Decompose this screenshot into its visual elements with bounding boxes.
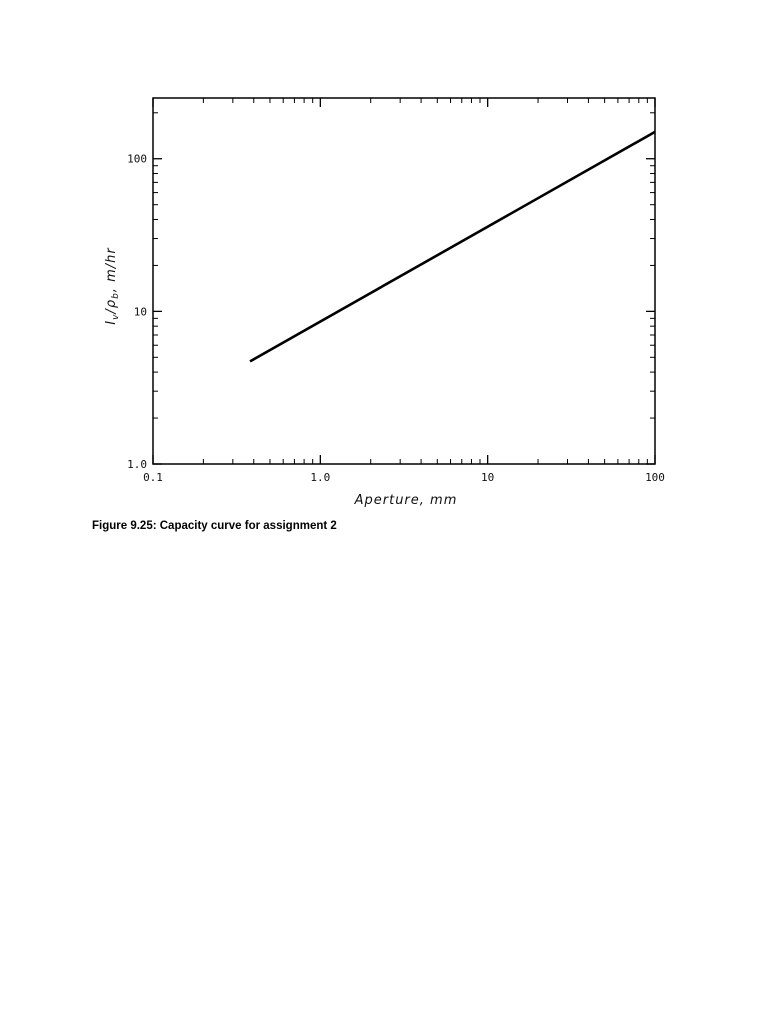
y-label-rho: ρ: [104, 298, 119, 309]
x-tick-labels: [143, 471, 665, 484]
y-label-sub2: b: [111, 292, 121, 299]
figure-caption: Figure 9.25: Capacity curve for assignment 2: [92, 520, 337, 532]
x-tick-label: 0.1: [143, 471, 163, 484]
y-label-slash: /: [104, 308, 119, 314]
capacity-line: [250, 132, 655, 362]
y-label-sub1: v: [111, 313, 121, 320]
y-label-main: I: [104, 319, 119, 325]
x-tick-label: 1.0: [310, 471, 331, 484]
y-tick-label: 10: [133, 305, 147, 319]
y-tick-label: 100: [127, 152, 147, 166]
y-tick-label: 1.0: [127, 458, 147, 471]
y-label-unit: , m/hr: [104, 247, 119, 293]
series-group: [250, 132, 655, 362]
minor-ticks: [153, 98, 655, 464]
x-axis-label: Aperture, mm: [354, 493, 458, 508]
major-ticks: [153, 98, 655, 464]
x-tick-label: 100: [645, 471, 665, 484]
y-tick-labels: [127, 153, 147, 471]
y-axis-label: [104, 247, 121, 325]
x-tick-label: 10: [481, 471, 495, 484]
plot-frame: [153, 98, 655, 464]
